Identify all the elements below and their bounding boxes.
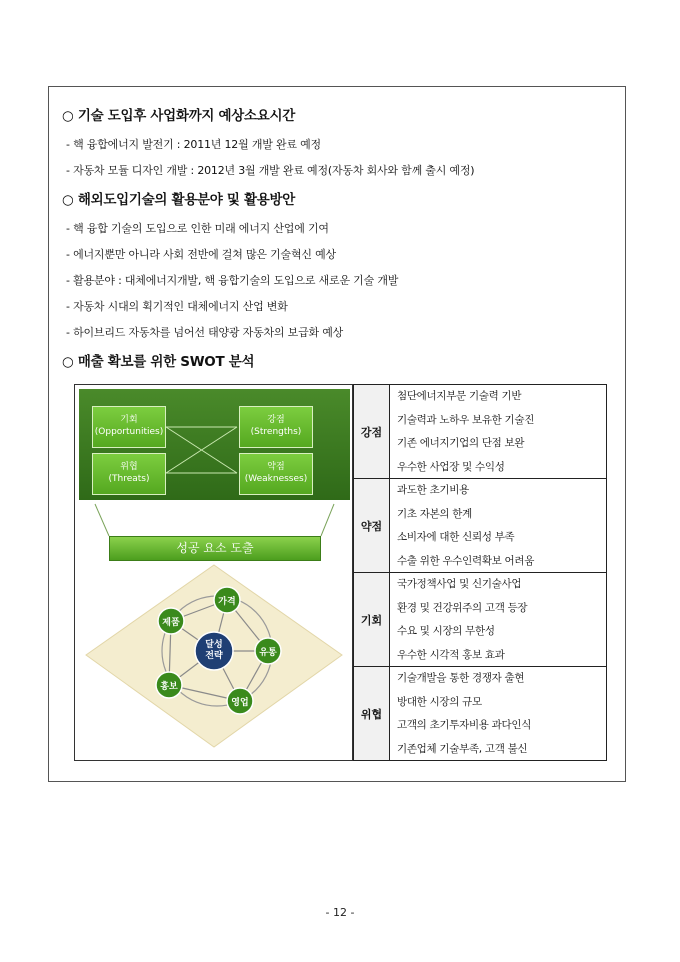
swot-item: 기초 자본의 한계: [397, 507, 472, 520]
swot-diagram: [74, 384, 353, 761]
swot-category: 위협: [354, 667, 390, 760]
weaknesses-label: 약점: [267, 462, 285, 472]
swot-row-strengths: [354, 385, 606, 479]
swot-item: 소비자에 대한 신뢰성 부족: [397, 531, 515, 543]
swot-category: 기회: [354, 573, 390, 666]
node-price-label: 가격: [218, 597, 236, 607]
center-node-label: [196, 640, 232, 662]
swot-item: 기술력과 노하우 보유한 기술진: [397, 413, 535, 426]
success-factors-bar: 성공 요소 도출: [109, 536, 321, 561]
node-promotion-label: 홍보: [160, 682, 178, 692]
strengths-label: 강점: [267, 415, 285, 425]
section-heading-timeline: ○ 기술 도입후 사업화까지 예상소요시간: [62, 108, 295, 124]
swot-item: 환경 및 건강위주의 고객 등장: [397, 601, 528, 614]
section-heading-applications: ○ 해외도입기술의 활용분야 및 활용방안: [62, 192, 295, 208]
weaknesses-sublabel: (Weaknesses): [244, 474, 308, 484]
swot-item: 기존업체 기술부족, 고객 불신: [397, 742, 528, 755]
swot-item: 과도한 초기비용: [397, 484, 469, 496]
swot-item: 수요 및 시장의 무한성: [397, 625, 495, 637]
strengths-sublabel: (Strengths): [250, 427, 302, 437]
swot-item: 첨단에너지부문 기술력 기반: [397, 390, 522, 402]
swot-item: 국가정책사업 및 신기술사업: [397, 578, 522, 590]
bullet-item: - 하이브리드 자동차를 넘어선 태양광 자동차의 보급화 예상: [66, 326, 344, 339]
node-product-label: 제품: [162, 618, 180, 628]
swot-row-threats: [354, 667, 606, 760]
threats-sublabel: (Threats): [108, 474, 150, 484]
bullet-item: - 자동차 모듈 디자인 개발 : 2012년 3월 개발 완료 예정(자동차 회사와 함께 출시 예정): [66, 164, 475, 177]
strategy-diagram: [75, 385, 353, 761]
swot-item: 방대한 시장의 규모: [397, 695, 482, 708]
opportunities-sublabel: (Opportunities): [94, 427, 164, 437]
swot-row-weaknesses: [354, 479, 606, 573]
page-number: - 12 -: [325, 906, 355, 919]
opportunities-label: 기회: [120, 415, 138, 425]
swot-category: 약점: [354, 479, 390, 572]
threats-label: 위협: [120, 462, 138, 472]
swot-item: 기술개발을 통한 경쟁자 출현: [397, 672, 525, 684]
section-heading-swot: ○ 매출 확보를 위한 SWOT 분석: [62, 354, 255, 370]
bullet-item: - 에너지뿐만 아니라 사회 전반에 걸쳐 많은 기술혁신 예상: [66, 248, 336, 261]
swot-item: 우수한 사업장 및 수익성: [397, 460, 505, 473]
center-line-2: 전략: [205, 651, 223, 661]
swot-item: 기존 에너지기업의 단점 보완: [397, 437, 525, 449]
bullet-item: - 자동차 시대의 획기적인 대체에너지 산업 변화: [66, 300, 288, 313]
swot-item: 고객의 초기투자비용 과다인식: [397, 719, 532, 731]
swot-item: 수출 위한 우수인력확보 어려움: [397, 554, 535, 567]
swot-item: 우수한 시각적 홍보 효과: [397, 648, 505, 661]
swot-category: 강점: [354, 385, 390, 478]
swot-row-opportunities: [354, 573, 606, 667]
node-distribution-label: 유통: [259, 648, 277, 658]
center-line-1: 달성: [205, 640, 223, 650]
bullet-item: - 핵 융합에너지 발전기 : 2011년 12월 개발 완료 예정: [66, 138, 321, 151]
bullet-item: - 활용분야 : 대체에너지개발, 핵 융합기술의 도입으로 새로운 기술 개발: [66, 274, 399, 287]
swot-table: [353, 384, 607, 761]
bullet-item: - 핵 융합 기술의 도입으로 인한 미래 에너지 산업에 기여: [66, 222, 329, 235]
node-sales-label: 영업: [231, 698, 249, 708]
